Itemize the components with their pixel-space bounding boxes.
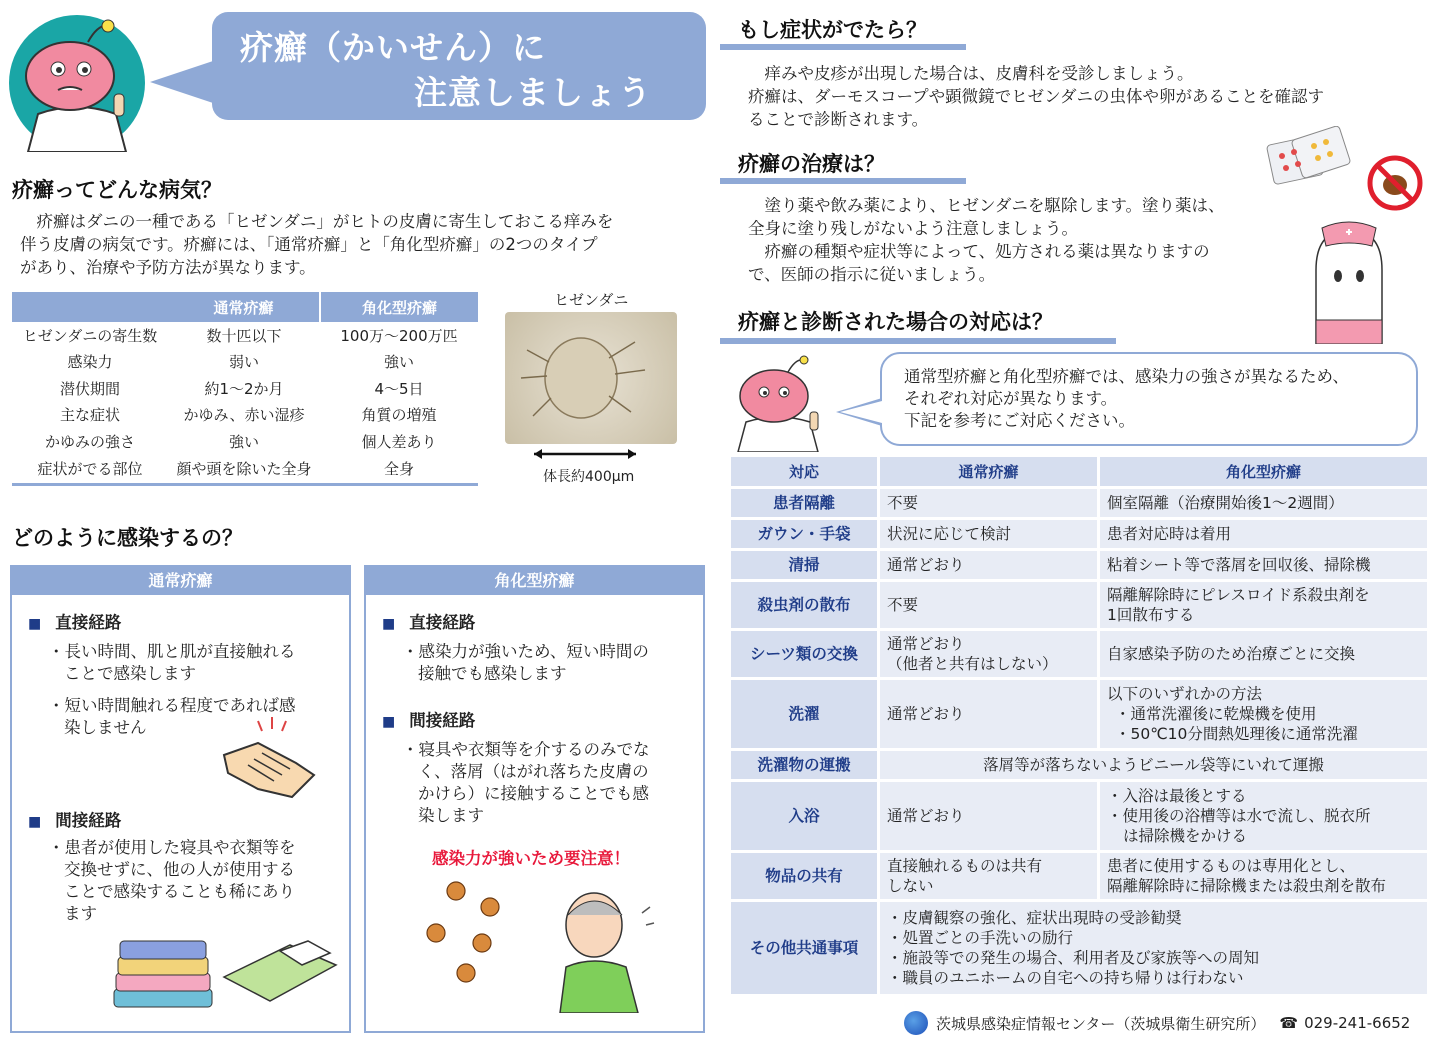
table-cell <box>1097 680 1427 748</box>
mascot-pointing-illustration <box>728 352 828 452</box>
table-cell: 症状がでる部位 <box>12 455 168 485</box>
text-line: 交換せずに、他の人が使用する <box>64 860 295 879</box>
text-line: 接触でも感染します <box>418 664 567 683</box>
normal-direct-title: ■ 直接経路 <box>28 609 121 633</box>
text-line: ・入浴は最後とする <box>1107 787 1247 805</box>
mite-size-label: 体長約400μm <box>543 469 635 485</box>
table-header-normal: 通常疥癬 <box>168 292 320 322</box>
section1-line-3: があり、治療や予防方法が異なります。 <box>20 258 316 277</box>
pill-pack-icon <box>1266 126 1352 192</box>
table-cell: 通常どおり <box>877 551 1097 579</box>
comparison-table <box>12 292 478 486</box>
crusted-indirect-bullet <box>402 739 650 827</box>
row-key: 患者隔離 <box>731 489 877 517</box>
text-line: 隔離解除時にピレスロイド系殺虫剤を <box>1107 586 1370 604</box>
title-line-1: 疥癬（かいせん）に <box>240 28 546 67</box>
section-heading-if-symptoms: もし症状がでたら？ <box>738 18 927 42</box>
text-line: ます <box>64 904 97 923</box>
table-cell: 100万～200万匹 <box>340 326 458 345</box>
table-header-crusted: 角化型疥癬 <box>320 292 478 322</box>
section1-line-2: 伴う皮膚の病気です。疥癬には、「通常疥癬」と「角化型疥癬」の2つのタイプ <box>20 235 598 254</box>
text-line: は掃除機をかける <box>1123 827 1248 845</box>
table-row <box>731 551 1427 579</box>
text-line: ・長い時間、肌と肌が直接触れる <box>48 642 296 661</box>
table-cell: 状況に応じて検討 <box>877 520 1097 548</box>
organization-logo-icon <box>904 1011 928 1035</box>
section3-line-2: 疥癬は、ダーモスコープや顕微鏡でヒゼンダニの虫体や卵があることを確認す <box>748 87 1325 106</box>
text-line: ・皮膚観察の強化、症状出現時の受診勧奨 <box>887 909 1182 927</box>
table-row <box>731 902 1427 994</box>
crusted-scabies-infection-box <box>364 565 705 1033</box>
text-line: ・寝具や衣類等を介するのみでな <box>402 740 650 759</box>
table-row <box>731 680 1427 748</box>
table-row <box>731 631 1427 677</box>
row-key: 入浴 <box>731 782 877 850</box>
footer-org: 茨城県感染症情報センター（茨城県衛生研究所） <box>936 1014 1266 1033</box>
normal-indirect-title: ■ 間接経路 <box>28 807 121 831</box>
table-row <box>731 520 1427 548</box>
table-cell <box>1097 782 1427 850</box>
table-cell: かゆみ、赤い湿疹 <box>183 406 305 425</box>
section3-line-1: 痒みや皮疹が出現した場合は、皮膚科を受診しましょう。 <box>748 64 1194 83</box>
mites-illustration <box>416 877 526 987</box>
text-line: 1回散布する <box>1107 606 1195 624</box>
table-cell <box>1097 853 1427 899</box>
section-heading-how-infected: どのように感染するの？ <box>12 526 243 550</box>
normal-indirect-bullet <box>48 837 296 925</box>
text-line: 染します <box>418 806 484 825</box>
table-row <box>731 582 1427 628</box>
no-mite-icon <box>1366 154 1424 212</box>
table-row <box>731 751 1427 779</box>
section-heading-what-is-scabies: 疥癬ってどんな病気？ <box>12 178 222 202</box>
table-cell: 通常どおり <box>877 782 1097 850</box>
section-heading-treatment: 疥癬の治療は？ <box>738 152 885 176</box>
text-line: ・通常洗濯後に乾燥機を使用 <box>1115 705 1317 723</box>
table-cell <box>877 902 1427 994</box>
table-header-row <box>12 292 478 322</box>
table-cell: ヒゼンダニの寄生数 <box>22 326 158 345</box>
section4-line-3: 疥癬の種類や症状等によって、処方される薬は異なりますの <box>748 242 1210 261</box>
text-line: ・短い時間触れる程度であれば感 <box>48 696 296 715</box>
nurse-character-illustration <box>1306 220 1392 344</box>
text-line: 患者に使用するものは専用化とし、 <box>1107 857 1356 875</box>
table-cell: 約1～2か月 <box>204 379 284 398</box>
folded-clothes-illustration <box>110 933 216 1013</box>
text-line: ・施設等での発生の場合、利用者及び家族等への周知 <box>887 949 1260 967</box>
table-header-action: 対応 <box>731 457 877 486</box>
mite-scale-arrow <box>532 446 638 460</box>
text-line: ・50℃10分間熱処理後に通常洗濯 <box>1115 725 1358 743</box>
table-cell: 弱い <box>228 353 259 372</box>
text-line: （他者と共有はしない） <box>887 655 1058 673</box>
itchy-elderly-man-illustration <box>546 885 656 1013</box>
table-cell: 自家感染予防のため治療ごとに交換 <box>1097 631 1427 677</box>
speech-line-1: 通常型疥癬と角化型疥癬では、感染力の強さが異なるため、 <box>904 367 1349 386</box>
table-row <box>12 428 478 455</box>
text-line: ・処置ごとの手洗いの励行 <box>887 929 1074 947</box>
row-key: 洗濯 <box>731 680 877 748</box>
crusted-indirect-title: ■ 間接経路 <box>382 707 475 731</box>
crusted-box-head: 角化型疥癬 <box>366 567 703 595</box>
text-line: 染しません <box>64 718 147 737</box>
text-line: 隔離解除時に掃除機または殺虫剤を散布 <box>1107 877 1387 895</box>
heading-underline <box>720 44 966 50</box>
table-cell: 強い <box>383 353 414 372</box>
section1-line-1: 疥癬はダニの一種である「ヒゼンダニ」がヒトの皮膚に寄生しておこる痒みを <box>20 212 614 231</box>
section4-text <box>748 194 1308 286</box>
table-cell <box>877 631 1097 677</box>
table-cell: 個室隔離（治療開始後1～2週間） <box>1097 489 1427 517</box>
table-row <box>12 375 478 402</box>
table-header-blank <box>12 292 168 322</box>
table-cell: 通常どおり <box>877 680 1097 748</box>
table-cell: 落屑等が落ちないようビニール袋等にいれて運搬 <box>877 751 1427 779</box>
text-line: ・職員のユニホームの自宅への持ち帰りは行わない <box>887 969 1244 987</box>
text-line: く、落屑（はがれ落ちた皮膚の <box>418 762 649 781</box>
table-cell <box>877 853 1097 899</box>
section4-line-4: で、医師の指示に従いましょう。 <box>748 265 996 284</box>
text-line: 通常どおり <box>887 635 965 653</box>
text-line: ・感染力が強いため、短い時間の <box>402 642 649 661</box>
table-row <box>731 853 1427 899</box>
handshake-illustration <box>218 715 328 815</box>
section3-line-3: ることで診断されます。 <box>748 110 929 129</box>
table-row <box>12 455 478 485</box>
crusted-direct-bullet <box>402 641 649 685</box>
table-cell: 角質の増殖 <box>361 406 437 425</box>
text-line: ・患者が使用した寝具や衣類等を <box>48 838 296 857</box>
table-cell: 患者対応時は着用 <box>1097 520 1427 548</box>
table-cell: 個人差あり <box>361 432 437 451</box>
phone-icon: ☎ <box>1279 1014 1299 1032</box>
row-key: シーツ類の交換 <box>731 631 877 677</box>
title-line-2: 注意しましょう <box>414 73 652 112</box>
table-cell: かゆみの強さ <box>44 432 135 451</box>
table-cell: 粘着シート等で落屑を回収後、掃除機 <box>1097 551 1427 579</box>
text-line: かけら）に接触することでも感 <box>418 784 649 803</box>
heading-underline <box>720 338 1116 344</box>
row-key: 洗濯物の運搬 <box>731 751 877 779</box>
table-cell: 感染力 <box>67 353 113 372</box>
table-cell: 主な症状 <box>59 406 120 425</box>
table-row <box>12 322 478 349</box>
section-heading-response: 疥癬と診断された場合の対応は？ <box>738 310 1053 334</box>
table-cell: 数十匹以下 <box>206 326 282 345</box>
footer <box>904 1010 1434 1036</box>
speech-line-3: 下記を参考にご対応ください。 <box>904 411 1135 430</box>
text-line: しない <box>887 877 934 895</box>
row-key: 清掃 <box>731 551 877 579</box>
table-row <box>12 349 478 376</box>
mascot-doctor-illustration <box>8 14 146 152</box>
normal-direct-bullet-1 <box>48 641 296 685</box>
table-row <box>731 782 1427 850</box>
text-line: ことで感染することも稀にあり <box>64 882 295 901</box>
heading-underline <box>720 178 966 184</box>
normal-box-head: 通常疥癬 <box>12 567 349 595</box>
table-header-row <box>731 457 1427 486</box>
speech-bubble-tail-inner <box>840 401 882 423</box>
table-row <box>731 489 1427 517</box>
table-header-normal: 通常疥癬 <box>877 457 1097 486</box>
section3-text <box>748 62 1428 131</box>
futon-illustration <box>220 937 340 1007</box>
mite-photo <box>505 312 677 444</box>
table-cell: 不要 <box>877 582 1097 628</box>
text-line: ・使用後の浴槽等は水で流し、脱衣所 <box>1107 807 1371 825</box>
table-cell: 4～5日 <box>374 379 424 398</box>
section4-line-2: 全身に塗り残しがないよう注意しましょう。 <box>748 219 1078 238</box>
footer-tel: 029-241-6652 <box>1304 1014 1411 1032</box>
table-cell: 強い <box>228 432 259 451</box>
title-bubble-tail <box>150 60 216 104</box>
table-row <box>12 402 478 429</box>
speech-bubble <box>880 352 1418 446</box>
table-cell: 全身 <box>320 455 478 485</box>
section4-line-1: 塗り薬や飲み薬により、ヒゼンダニを駆除します。塗り薬は、 <box>748 196 1225 215</box>
text-line: 以下のいずれかの方法 <box>1107 685 1263 703</box>
normal-scabies-infection-box <box>10 565 351 1033</box>
section1-text <box>20 210 710 279</box>
row-key: 殺虫剤の散布 <box>731 582 877 628</box>
text-line: ことで感染します <box>64 664 196 683</box>
table-cell <box>1097 582 1427 628</box>
table-header-crusted: 角化型疥癬 <box>1097 457 1427 486</box>
response-table <box>731 454 1427 997</box>
warning-text: 感染力が強いため要注意！ <box>432 849 630 868</box>
crusted-direct-title: ■ 直接経路 <box>382 609 475 633</box>
table-cell: 潜伏期間 <box>59 379 120 398</box>
speech-line-2: それぞれ対応が異なります。 <box>904 389 1118 408</box>
table-cell: 不要 <box>877 489 1097 517</box>
table-cell: 顔や頭を除いた全身 <box>168 455 320 485</box>
mite-label: ヒゼンダニ <box>554 291 629 309</box>
text-line: 直接触れるものは共有 <box>887 857 1043 875</box>
row-key: その他共通事項 <box>731 902 877 994</box>
row-key: 物品の共有 <box>731 853 877 899</box>
row-key: ガウン・手袋 <box>731 520 877 548</box>
